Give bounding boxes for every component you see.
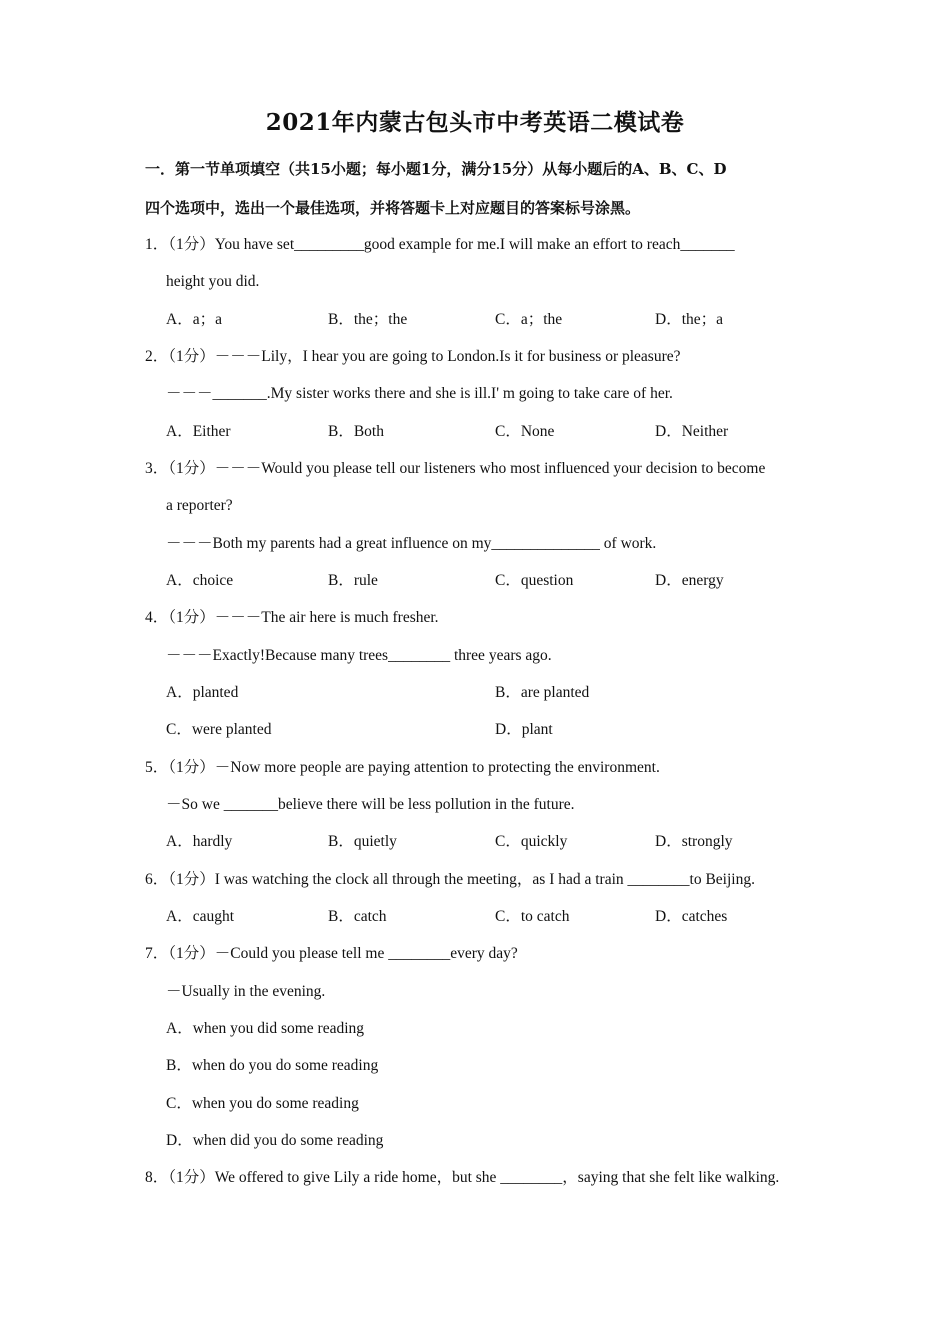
question-8-stem: 8．（1分）We offered to give Lily a ride home，but she ________，saying that she felt like walking. [145,1169,780,1186]
question-1-option-a: A．a；a [166,311,222,328]
question-2-stem-cont: －－－_______.My sister works there and she is ill.I' m going to take care of her. [166,385,673,402]
question-2-stem: 2．（1分）－－－Lily，I hear you are going to London.Is it for business or pleasure? [145,348,681,365]
question-7-stem: 7．（1分）－Could you please tell me ________every day? [145,945,518,962]
question-4-option-b: B．are planted [495,684,590,701]
question-5-stem-cont: －So we _______believe there will be less pollution in the future. [166,796,575,813]
question-5-option-d: D．strongly [655,833,733,850]
section-instruction-line-2: 四个选项中，选出一个最佳选项，并将答题卡上对应题目的答案标号涂黑。 [145,199,641,217]
question-3-stem: 3．（1分）－－－Would you please tell our listeners who most influenced your decision to become [145,460,766,477]
question-3-option-d: D．energy [655,572,724,589]
question-7-stem-cont: －Usually in the evening. [166,983,326,1000]
question-7-option-d: D．when did you do some reading [166,1132,384,1149]
question-6-stem: 6．（1分）I was watching the clock all through the meeting，as I had a train ________to Beijing. [145,871,755,888]
question-4-option-c: C．were planted [166,721,272,738]
question-6-option-d: D．catches [655,908,728,925]
question-5-option-a: A．hardly [166,833,233,850]
question-1-stem: 1．（1分）You have set_________good example for me.I will make an effort to reach_______ [145,236,735,253]
question-4-option-a: A．planted [166,684,239,701]
question-5-option-c: C．quickly [495,833,568,850]
question-3-stem-cont: a reporter? [166,497,233,514]
question-4-stem: 4．（1分）－－－The air here is much fresher. [145,609,439,626]
question-2-option-d: D．Neither [655,423,729,440]
question-7-option-b: B．when do you do some reading [166,1057,379,1074]
question-5-option-b: B．quietly [328,833,397,850]
question-2-option-a: A．Either [166,423,231,440]
question-1-option-d: D．the；a [655,311,724,328]
question-1-option-c: C．a；the [495,311,563,328]
question-7-option-a: A．when you did some reading [166,1020,365,1037]
question-6-option-a: A．caught [166,908,235,925]
question-5-stem: 5．（1分）－Now more people are paying attention to protecting the environment. [145,759,660,776]
question-6-option-b: B．catch [328,908,387,925]
question-3-stem-answer: －－－Both my parents had a great influence on my______________ of work. [166,535,657,552]
question-1-option-b: B．the；the [328,311,408,328]
question-1-stem-cont: height you did. [166,273,260,290]
question-7-option-c: C．when you do some reading [166,1095,359,1112]
question-3-option-b: B．rule [328,572,378,589]
question-4-option-d: D．plant [495,721,553,738]
question-3-option-c: C．question [495,572,574,589]
section-instruction-line-1: 一．第一节单项填空（共15小题；每小题1分，满分15分）从每小题后的A、B、C、D [145,160,727,178]
page-title: 2021年内蒙古包头市中考英语二模试卷 [265,109,685,136]
question-6-option-c: C．to catch [495,908,570,925]
question-4-stem-cont: －－－Exactly!Because many trees________ three years ago. [166,647,552,664]
question-3-option-a: A．choice [166,572,234,589]
question-2-option-b: B．Both [328,423,384,440]
question-2-option-c: C．None [495,423,555,440]
